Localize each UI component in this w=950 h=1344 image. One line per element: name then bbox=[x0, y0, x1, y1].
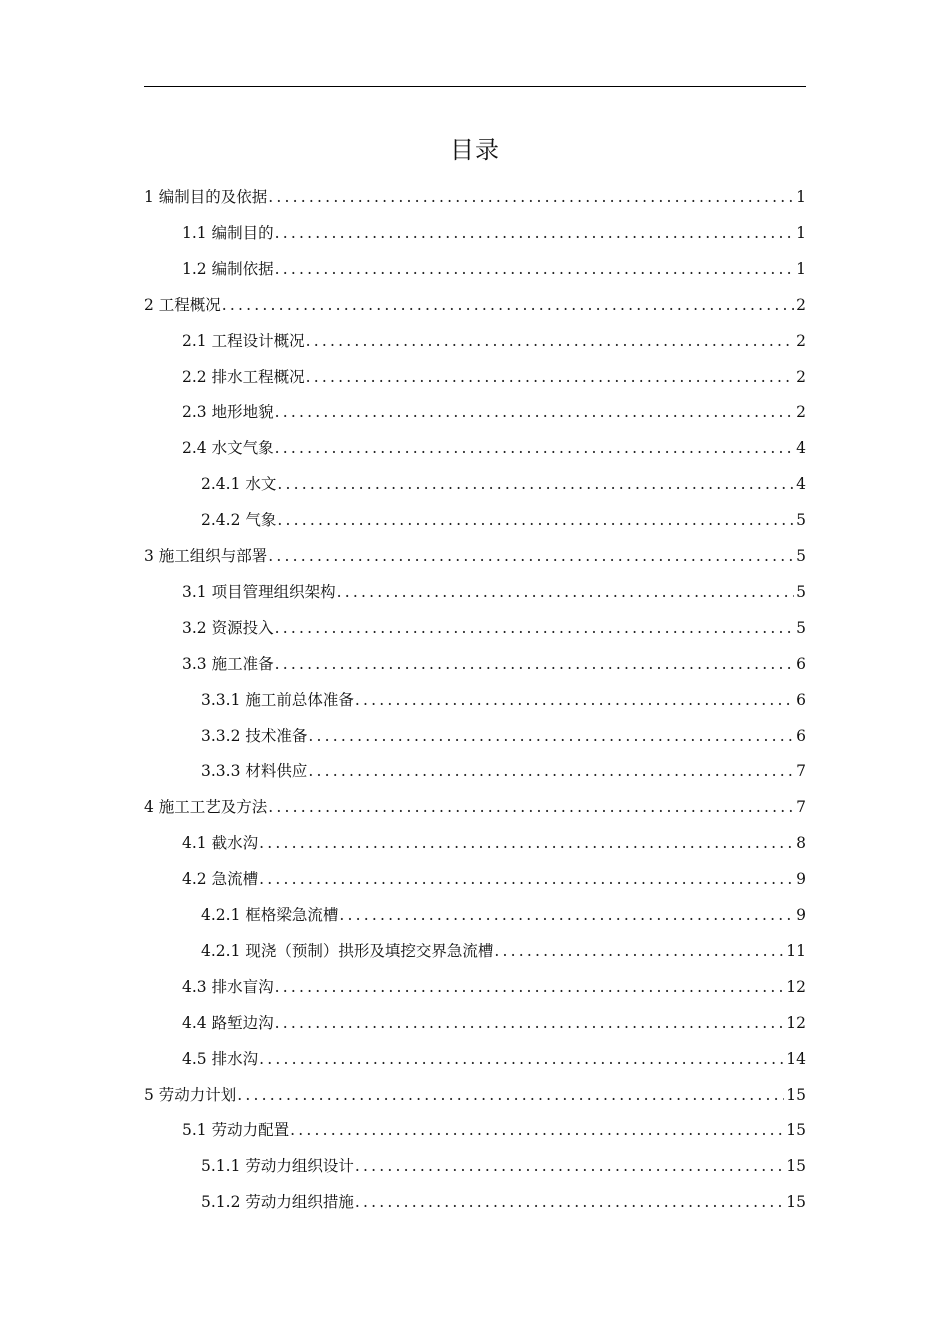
toc-entry-title: 2.1 工程设计概况 bbox=[182, 331, 305, 350]
toc-page-number: 5 bbox=[796, 547, 806, 565]
toc-dot-leader bbox=[259, 1047, 784, 1071]
toc-entry[interactable] bbox=[201, 724, 806, 748]
toc-page-number: 14 bbox=[786, 1049, 806, 1068]
toc-dot-leader bbox=[306, 329, 795, 353]
toc-entry-title: 3.3.3 材料供应 bbox=[201, 762, 308, 781]
toc-entry-title: 2.3 地形地貌 bbox=[182, 403, 274, 422]
toc-dot-leader bbox=[290, 1118, 784, 1142]
toc-entry-title: 3.1 项目管理组织架构 bbox=[182, 582, 336, 601]
toc-page-number: 2 bbox=[796, 403, 806, 422]
toc-entry-title: 3.3 施工准备 bbox=[182, 654, 274, 673]
toc-page-number: 9 bbox=[796, 906, 806, 924]
toc-entry-title: 3.3.2 技术准备 bbox=[201, 726, 308, 745]
toc-page-number: 11 bbox=[786, 941, 806, 960]
toc-entry[interactable] bbox=[182, 975, 806, 999]
toc-entry-title: 4.3 排水盲沟 bbox=[182, 977, 274, 996]
toc-entry-title: 4.5 排水沟 bbox=[182, 1049, 259, 1068]
toc-dot-leader bbox=[306, 365, 795, 389]
toc-page-number: 7 bbox=[796, 762, 806, 781]
toc-entry[interactable] bbox=[201, 903, 806, 927]
toc-entry[interactable] bbox=[182, 1011, 806, 1035]
toc-page-number: 2 bbox=[796, 295, 806, 314]
toc-entry[interactable] bbox=[182, 436, 806, 460]
toc-dot-leader bbox=[275, 257, 795, 281]
toc-dot-leader bbox=[275, 975, 785, 999]
toc-page-number: 6 bbox=[796, 690, 806, 709]
toc-dot-leader bbox=[259, 831, 794, 855]
toc-dot-leader bbox=[275, 436, 795, 460]
toc-entry-title: 3.3.1 施工前总体准备 bbox=[201, 690, 354, 709]
toc-entry-title: 5 劳动力计划 bbox=[144, 1085, 237, 1104]
toc-entry[interactable] bbox=[182, 616, 806, 640]
toc-entry[interactable] bbox=[144, 185, 806, 209]
toc-entry-title: 2.4.2 气象 bbox=[201, 511, 277, 530]
toc-entry[interactable] bbox=[201, 1190, 806, 1214]
toc-entry-title: 2.4 水文气象 bbox=[182, 439, 274, 458]
toc-entry-title: 2 工程概况 bbox=[144, 295, 221, 314]
toc-entry[interactable] bbox=[182, 1118, 806, 1142]
toc-dot-leader bbox=[308, 759, 794, 783]
toc-entry-title: 4 施工工艺及方法 bbox=[144, 798, 268, 817]
toc-dot-leader bbox=[275, 1011, 785, 1035]
toc-dot-leader bbox=[237, 1083, 784, 1107]
toc-entry[interactable] bbox=[182, 652, 806, 676]
toc-page-number: 15 bbox=[786, 1085, 806, 1104]
toc-entry-title: 4.2 急流槽 bbox=[182, 870, 259, 889]
header-rule bbox=[144, 86, 806, 87]
toc-dot-leader bbox=[275, 221, 795, 245]
toc-entry[interactable] bbox=[201, 472, 806, 496]
toc-dot-leader bbox=[268, 185, 794, 209]
toc-entry[interactable] bbox=[182, 580, 806, 604]
toc-entry[interactable] bbox=[182, 329, 806, 353]
toc-entry[interactable] bbox=[182, 400, 806, 424]
toc-page-number: 7 bbox=[796, 798, 806, 817]
toc-page-number: 1 bbox=[796, 223, 806, 242]
toc-entry-title: 5.1.2 劳动力组织措施 bbox=[201, 1193, 354, 1212]
toc-entry[interactable] bbox=[201, 688, 806, 712]
toc-entry[interactable] bbox=[182, 221, 806, 245]
toc-entry-title: 3 施工组织与部署 bbox=[144, 547, 268, 565]
toc-page-number: 15 bbox=[786, 1193, 806, 1212]
toc-entry[interactable] bbox=[182, 257, 806, 281]
toc-dot-leader bbox=[355, 688, 794, 712]
toc-entry-title: 5.1 劳动力配置 bbox=[182, 1121, 290, 1140]
toc-entry-title: 5.1.1 劳动力组织设计 bbox=[201, 1157, 354, 1176]
toc-dot-leader bbox=[308, 724, 794, 748]
toc-page-number: 12 bbox=[786, 1013, 806, 1032]
toc-entry[interactable] bbox=[201, 508, 806, 532]
toc-dot-leader bbox=[355, 1154, 784, 1178]
toc-entry-title: 2.2 排水工程概况 bbox=[182, 367, 305, 386]
toc-entry[interactable] bbox=[201, 759, 806, 783]
toc-entry[interactable] bbox=[144, 795, 806, 819]
toc-page-number: 6 bbox=[796, 654, 806, 673]
toc-dot-leader bbox=[222, 293, 794, 317]
toc-page-number: 4 bbox=[796, 475, 806, 494]
toc-page-number: 15 bbox=[786, 1121, 806, 1140]
toc-page-number: 1 bbox=[796, 259, 806, 278]
toc-page-number: 6 bbox=[796, 726, 806, 745]
page-title: 目录 bbox=[450, 136, 500, 164]
toc-entry-title: 4.4 路堑边沟 bbox=[182, 1013, 274, 1032]
toc-page-number: 5 bbox=[796, 511, 806, 530]
toc-dot-leader bbox=[275, 616, 795, 640]
toc-dot-leader bbox=[355, 1190, 784, 1214]
toc-dot-leader bbox=[275, 652, 795, 676]
toc-entry-title: 1.1 编制目的 bbox=[182, 223, 274, 242]
toc-dot-leader bbox=[277, 508, 794, 532]
toc-entry-title: 1.2 编制依据 bbox=[182, 259, 274, 278]
toc-page-number: 4 bbox=[796, 439, 806, 458]
toc-entry-title: 3.2 资源投入 bbox=[182, 618, 274, 637]
toc-page-number: 2 bbox=[796, 331, 806, 350]
toc-entry[interactable] bbox=[144, 1083, 806, 1107]
toc-entry-title: 2.4.1 水文 bbox=[201, 475, 277, 494]
toc-page-number: 2 bbox=[796, 367, 806, 386]
toc-entry[interactable] bbox=[201, 939, 806, 963]
toc-entry[interactable] bbox=[182, 831, 806, 855]
toc-entry[interactable] bbox=[182, 867, 806, 891]
toc-dot-leader bbox=[268, 544, 794, 568]
toc-page-number: 12 bbox=[786, 977, 806, 996]
toc-entry-title: 4.2.1 现浇（预制）拱形及填挖交界急流槽 bbox=[201, 941, 494, 960]
toc-entry[interactable] bbox=[182, 1047, 806, 1071]
toc-entry[interactable] bbox=[144, 293, 806, 317]
toc-page-number: 9 bbox=[796, 870, 806, 889]
toc-page-number: 15 bbox=[786, 1157, 806, 1176]
toc-entry[interactable] bbox=[144, 544, 806, 568]
toc-entry[interactable] bbox=[201, 1154, 806, 1178]
toc-dot-leader bbox=[277, 472, 794, 496]
toc-dot-leader bbox=[275, 400, 795, 424]
toc-page-number: 1 bbox=[796, 188, 806, 206]
toc-page-number: 5 bbox=[796, 618, 806, 637]
toc-dot-leader bbox=[337, 580, 795, 604]
toc-dot-leader bbox=[494, 939, 784, 963]
toc-entry-title: 4.1 截水沟 bbox=[182, 834, 259, 853]
toc-entry[interactable] bbox=[182, 365, 806, 389]
toc-dot-leader bbox=[339, 903, 794, 927]
toc-page-number: 5 bbox=[796, 582, 806, 601]
toc-page-number: 8 bbox=[796, 834, 806, 853]
toc-entry-title: 1 编制目的及依据 bbox=[144, 188, 268, 206]
toc-dot-leader bbox=[259, 867, 794, 891]
toc-dot-leader bbox=[268, 795, 794, 819]
toc-entry-title: 4.2.1 框格梁急流槽 bbox=[201, 906, 339, 924]
